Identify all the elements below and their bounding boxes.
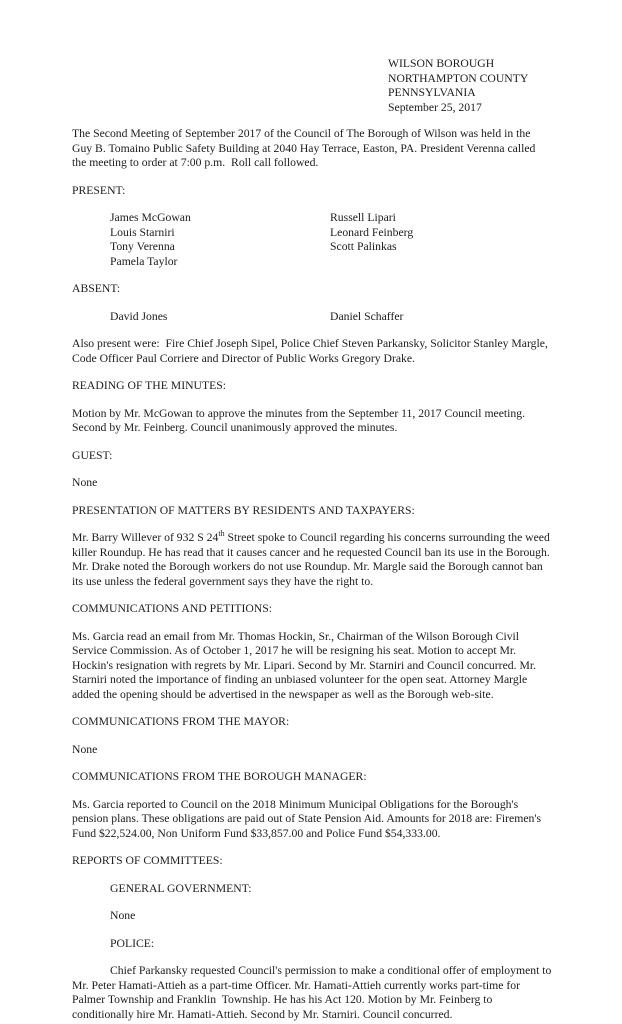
attendee-name: James McGowan xyxy=(110,211,191,224)
presentation-heading: PRESENTATION OF MATTERS BY RESIDENTS AND TAXPAYERS: xyxy=(72,503,415,517)
present-attendees xyxy=(72,211,552,269)
communications-mayor-heading: COMMUNICATIONS FROM THE MAYOR: xyxy=(72,715,290,728)
police-heading: POLICE: xyxy=(110,936,155,950)
letterhead-borough: WILSON BOROUGH xyxy=(388,57,495,70)
communications-petitions-paragraph: Ms. Garcia read an email from Mr. Thomas Hockin, Sr., Chairman of the Wilson Borough Civil Service Commission. As of October 1, 2017 he will be resigning his seat. Motion to accept Mr. Hockin's resignation with regrets by Mr. Lipari. Second by Mr. Starniri and Council concurred. Mr. Starniri noted the importance of finding an unbiased volunteer for the open seat. Attorney Margle added the opening should be advertised in the newspaper as well as the Borough web-site. xyxy=(72,629,539,701)
attendee-name: Daniel Schaffer xyxy=(330,309,404,323)
communications-manager-paragraph: Ms. Garcia reported to Council on the 2018 Minimum Municipal Obligations for the Borough's pension plans. These obligations are paid out of State Pension Aid. Amounts for 2018 are: Firemen's Fund $22,524.00, Non Uniform Fund $33,857.00 and Police Fund $54,333.00. xyxy=(72,797,544,840)
present-heading: PRESENT: xyxy=(72,183,126,197)
absent-column-1 xyxy=(110,310,330,325)
attendee-name: Pamela Taylor xyxy=(110,254,178,268)
reading-of-minutes-heading: READING OF THE MINUTES: xyxy=(72,379,226,392)
presentation-text-pre: Mr. Barry Willever of 932 S 24 xyxy=(72,531,219,544)
letterhead xyxy=(388,57,552,115)
attendee-name: Tony Verenna xyxy=(110,240,175,253)
communications-mayor-body: None xyxy=(72,742,98,756)
attendee-name: Leonard Feinberg xyxy=(330,225,414,239)
intro-paragraph: The Second Meeting of September 2017 of the Council of The Borough of Wilson was held in the Guy B. Tomaino Public Safety Building at 2040 Hay Terrace, Easton, PA. President Verenna called the meeting to order at 7:00 p.m. Roll call followed. xyxy=(72,127,539,169)
also-present-paragraph: Also present were: Fire Chief Joseph Sipel, Police Chief Steven Parkansky, Solicitor Stanley Margle, Code Officer Paul Corriere and Director of Public Works Gregory Drake. xyxy=(72,337,551,365)
communications-manager-heading: COMMUNICATIONS FROM THE BOROUGH MANAGER: xyxy=(72,770,367,783)
reading-of-minutes-paragraph: Motion by Mr. McGowan to approve the minutes from the September 11, 2017 Council meeting. Second by Mr. Feinberg. Council unanimously approved the minutes. xyxy=(72,406,528,434)
present-column-1 xyxy=(110,211,330,269)
absent-heading: ABSENT: xyxy=(72,282,121,295)
letterhead-county: NORTHAMPTON COUNTY xyxy=(388,71,529,85)
attendee-name: Russell Lipari xyxy=(330,211,396,224)
presentation-paragraph xyxy=(72,531,552,589)
general-government-body: None xyxy=(110,909,136,922)
letterhead-state: PENNSYLVANIA xyxy=(388,86,476,99)
ordinal-superscript: th xyxy=(218,529,225,539)
attendee-name: David Jones xyxy=(110,309,168,323)
attendee-name: Louis Starniri xyxy=(110,225,175,239)
police-paragraph: Chief Parkansky requested Council's permission to make a conditional offer of employment to Mr. Peter Hamati-Attieh as a part-time Officer. Mr. Hamati-Attieh currently works part-time for Palmer Township and Franklin Township. He has his Act 120. Motion by Mr. Feinberg to conditionally hire Mr. Hamati-Attieh. Second by Mr. Starniri. Council concurred. xyxy=(72,964,555,1021)
communications-petitions-heading: COMMUNICATIONS AND PETITIONS: xyxy=(72,602,272,615)
letterhead-date: September 25, 2017 xyxy=(388,100,482,114)
attendee-name: Scott Palinkas xyxy=(330,240,397,253)
guest-heading: GUEST: xyxy=(72,448,113,462)
presentation-text-post: Street spoke to Council regarding his concerns surrounding the weed killer Roundup. He has read that it causes cancer and he requested Council ban its use in the Borough. Mr. Drake noted the Borough workers do not use Roundup. Mr. Margle said the Borough cannot ban its use unless the federal government says they have the right to. xyxy=(72,531,553,588)
general-government-heading: GENERAL GOVERNMENT: xyxy=(110,881,252,895)
absent-column-2 xyxy=(330,310,552,325)
guest-body: None xyxy=(72,476,98,489)
reports-of-committees-heading: REPORTS OF COMMITTEES: xyxy=(72,854,223,867)
present-column-2 xyxy=(330,211,552,269)
absent-attendees xyxy=(72,310,552,325)
